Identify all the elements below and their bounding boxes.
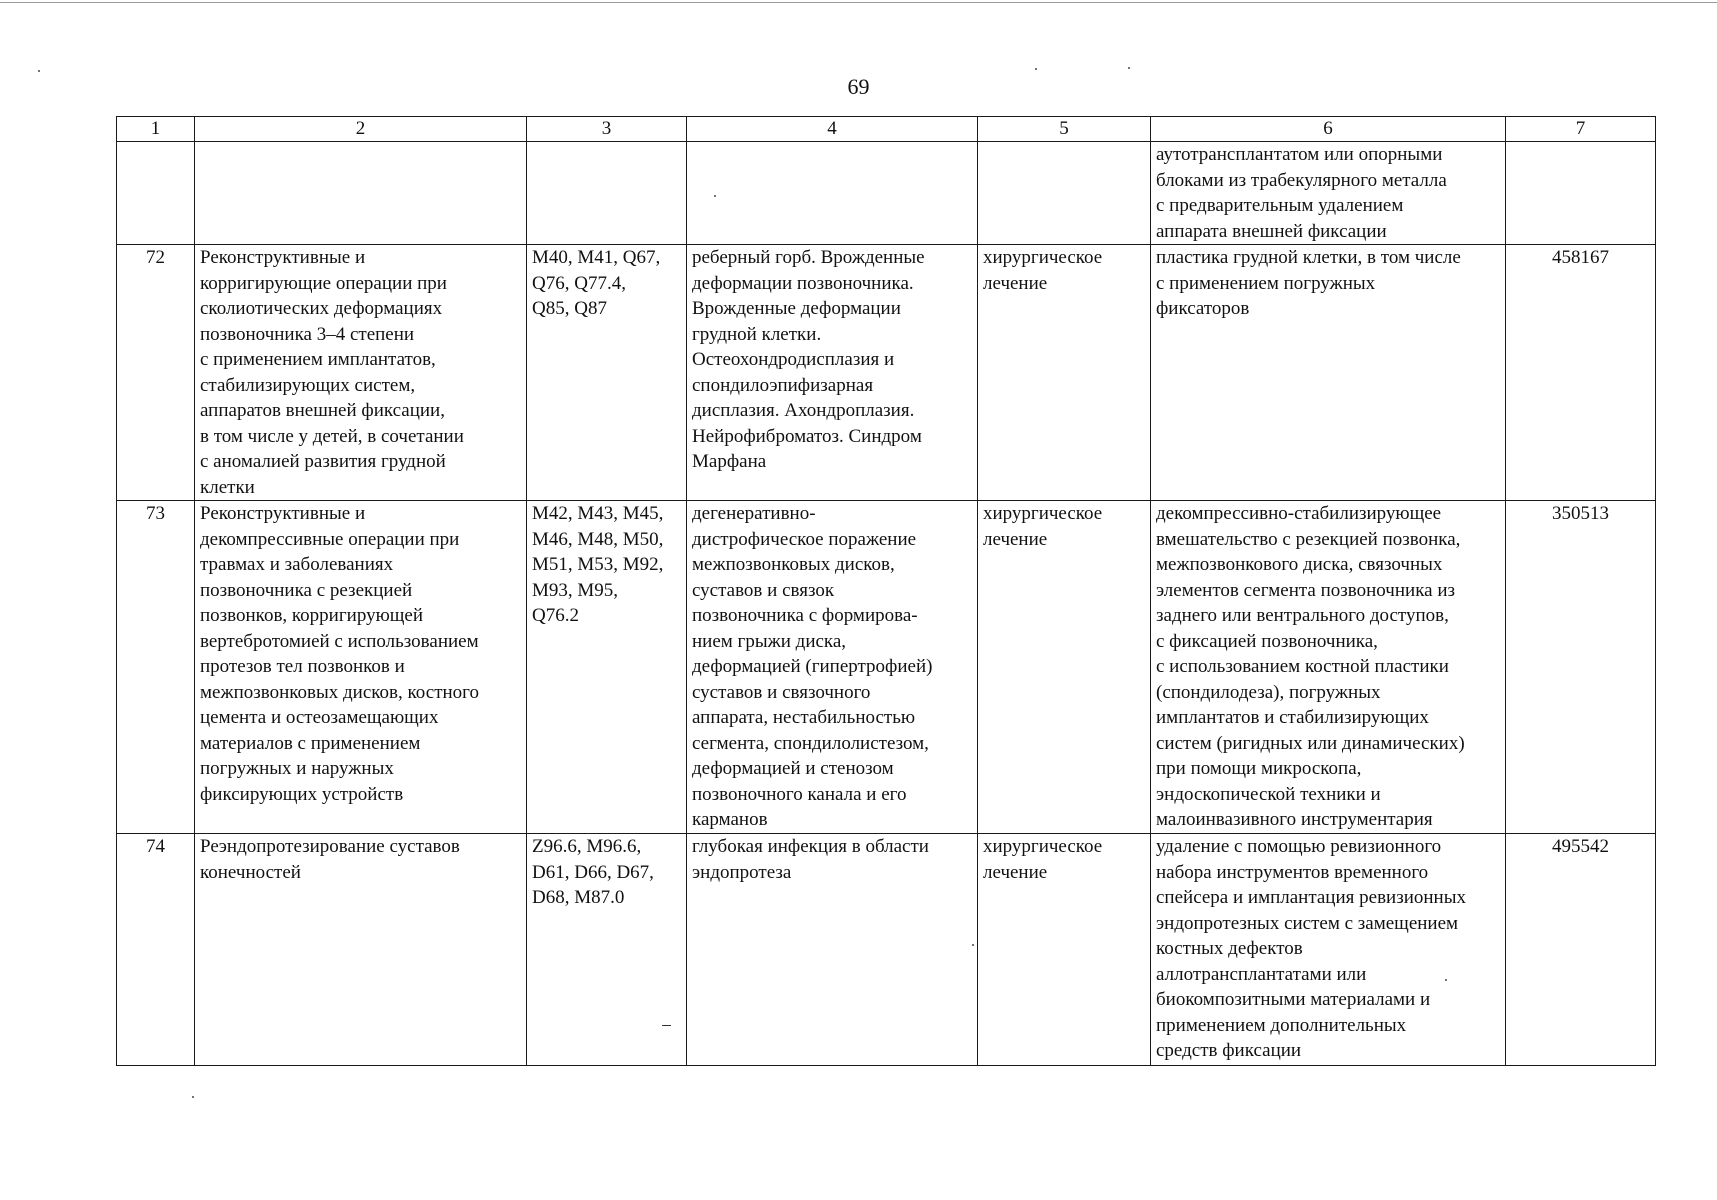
table-row-73 xyxy=(117,501,1656,834)
scan-speck xyxy=(972,944,974,946)
medical-care-table xyxy=(116,116,1656,1066)
column-number-cell: 1 xyxy=(117,117,195,142)
patient-model-cell: дегенеративно- дистрофическое поражение межпозвонковых дисков, суставов и связок позвоночника с формирова- нием грыжи диска, деформацией (гипертрофией) суставов и связочного аппарата, нестабильностью сегмента, спондилолистезом, деформацией и стенозом позвоночного канала и его карманов xyxy=(687,501,978,834)
treatment-method-cell: декомпрессивно-стабилизирующее вмешательство с резекцией позвонка, межпозвонкового диска, связочных элементов сегмента позвоночника из заднего или вентрального доступов, с фиксацией позвоночника, с использованием костной пластики (спондилодеза), погружных имплантатов и стабилизирующих систем (ригидных или динамических) при помощи микроскопа, эндоскопической техники и малоинвазивного инструментария xyxy=(1151,501,1506,834)
table-row-72 xyxy=(117,245,1656,501)
scan-speck xyxy=(1035,68,1037,70)
treatment-type-cell: хирургическое лечение xyxy=(978,834,1151,1066)
column-number-cell: 6 xyxy=(1151,117,1506,142)
procedure-name-cell xyxy=(195,142,527,245)
treatment-type-cell: хирургическое лечение xyxy=(978,501,1151,834)
scan-speck xyxy=(38,70,40,72)
price-cell: 495542 xyxy=(1506,834,1656,1066)
patient-model-cell: глубокая инфекция в области эндопротеза xyxy=(687,834,978,1066)
price-cell: 458167 xyxy=(1506,245,1656,501)
scan-speck xyxy=(1128,67,1130,69)
patient-model-cell xyxy=(687,142,978,245)
treatment-type-cell xyxy=(978,142,1151,245)
scan-top-edge-line xyxy=(0,2,1717,3)
treatment-type-cell: хирургическое лечение xyxy=(978,245,1151,501)
column-number-cell: 3 xyxy=(527,117,687,142)
column-number-cell: 7 xyxy=(1506,117,1656,142)
column-number-cell: 2 xyxy=(195,117,527,142)
price-cell xyxy=(1506,142,1656,245)
procedure-name-cell: Реконструктивные и декомпрессивные операции при травмах и заболеваниях позвоночника с резекцией позвонков, корригирующей вертебротомией с использованием протезов тел позвонков и межпозвонковых дисков, костного цемента и остеозамещающих материалов с применением погружных и наружных фиксирующих устройств xyxy=(195,501,527,834)
treatment-method-cell: аутотрансплантатом или опорными блоками из трабекулярного металла с предварительным удалением аппарата внешней фиксации xyxy=(1151,142,1506,245)
row-number-cell xyxy=(117,142,195,245)
column-number-row xyxy=(117,117,1656,142)
diagnosis-codes-cell: M40, M41, Q67, Q76, Q77.4, Q85, Q87 xyxy=(527,245,687,501)
treatment-method-cell: удаление с помощью ревизионного набора инструментов временного спейсера и имплантация ревизионных эндопротезных систем с замещением костных дефектов аллотрансплантатами или биокомпозитными материалами и применением дополнительных средств фиксации xyxy=(1151,834,1506,1066)
table-row-continuation xyxy=(117,142,1656,245)
patient-model-cell: реберный горб. Врожденные деформации позвоночника. Врожденные деформации грудной клетки. Остеохондродисплазия и спондилоэпифизарная дисплазия. Ахондроплазия. Нейрофиброматоз. Синдром Марфана xyxy=(687,245,978,501)
diagnosis-codes-cell xyxy=(527,142,687,245)
treatment-method-cell: пластика грудной клетки, в том числе с применением погружных фиксаторов xyxy=(1151,245,1506,501)
price-cell: 350513 xyxy=(1506,501,1656,834)
scan-speck xyxy=(1445,979,1447,981)
scan-dash-mark xyxy=(662,1025,671,1026)
diagnosis-codes-cell: M42, M43, M45, M46, M48, M50, M51, M53, M92, M93, M95, Q76.2 xyxy=(527,501,687,834)
column-number-cell: 4 xyxy=(687,117,978,142)
procedure-name-cell: Реконструктивные и корригирующие операции при сколиотических деформациях позвоночника 3–4 степени с применением имплантатов, стабилизирующих систем, аппаратов внешней фиксации, в том числе у детей, в сочетании с аномалией развития грудной клетки xyxy=(195,245,527,501)
scan-speck xyxy=(192,1096,194,1098)
row-number-cell: 73 xyxy=(117,501,195,834)
scan-speck xyxy=(714,195,716,197)
procedure-name-cell: Реэндопротезирование суставов конечностей xyxy=(195,834,527,1066)
page-number: 69 xyxy=(847,74,870,99)
column-number-cell: 5 xyxy=(978,117,1151,142)
row-number-cell: 74 xyxy=(117,834,195,1066)
row-number-cell: 72 xyxy=(117,245,195,501)
table-row-74 xyxy=(117,834,1656,1066)
diagnosis-codes-cell: Z96.6, M96.6, D61, D66, D67, D68, M87.0 xyxy=(527,834,687,1066)
